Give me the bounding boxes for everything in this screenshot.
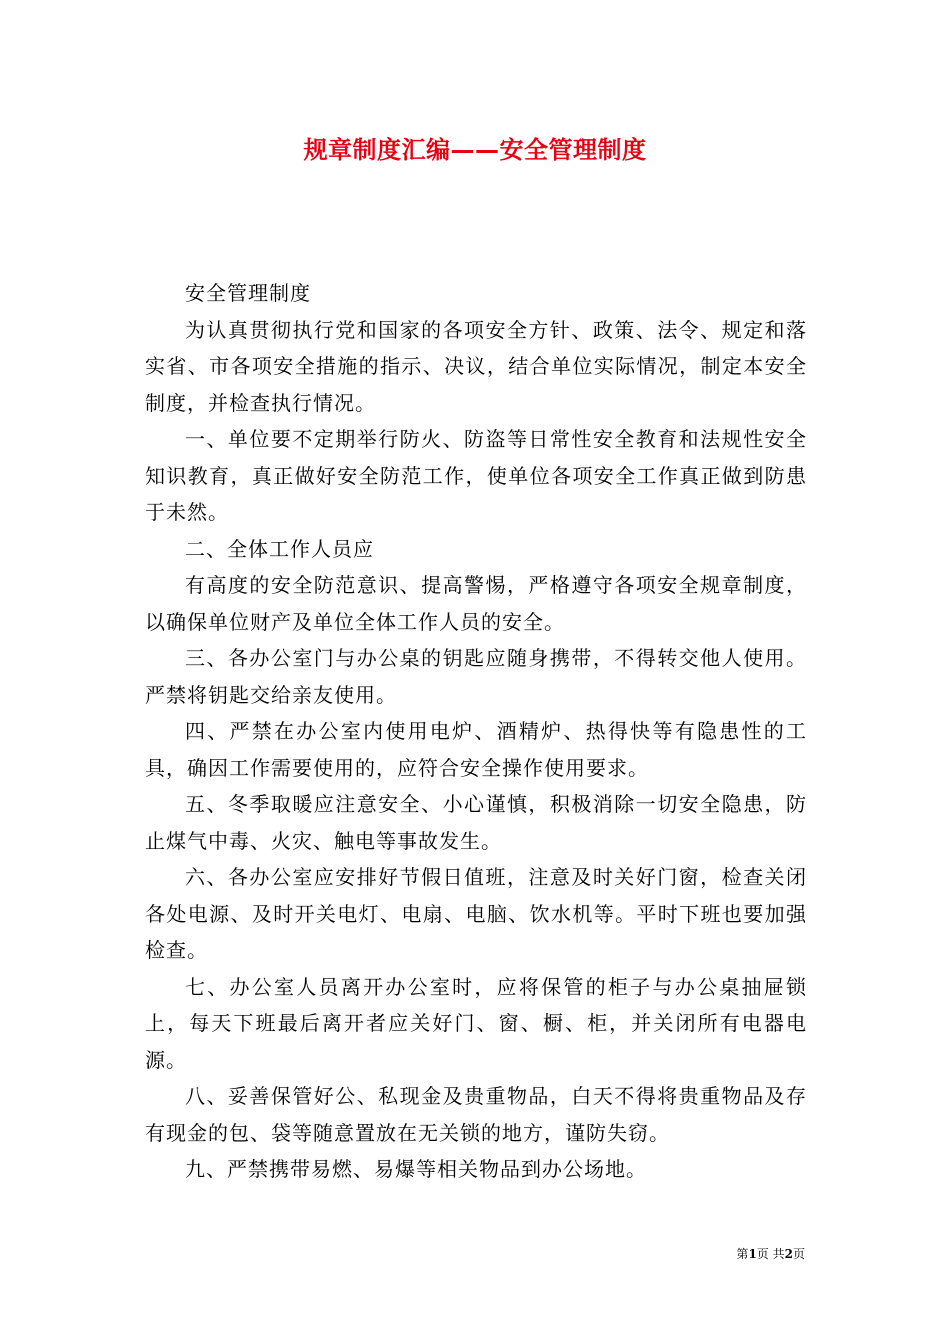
rule-7-paragraph: 七、办公室人员离开办公室时，应将保管的柜子与办公桌抽屉锁上，每天下班最后离开者应关好门、窗、橱、柜，并关闭所有电器电源。 (145, 974, 807, 1072)
document-body (145, 275, 807, 1188)
document-title: 规章制度汇编——安全管理制度 (303, 136, 647, 164)
rule-3-paragraph: 三、各办公室门与办公桌的钥匙应随身携带，不得转交他人使用。严禁将钥匙交给亲友使用。 (145, 646, 807, 707)
footer-middle: 页 共 (756, 1247, 785, 1261)
current-page-number: 1 (748, 1247, 757, 1261)
footer-prefix: 第 (736, 1247, 749, 1261)
section-heading: 安全管理制度 (185, 281, 311, 305)
footer-suffix: 页 (792, 1247, 805, 1261)
page-number-footer (736, 1246, 805, 1262)
intro-paragraph: 为认真贯彻执行党和国家的各项安全方针、政策、法令、规定和落实省、市各项安全措施的指示、决议，结合单位实际情况，制定本安全制度，并检查执行情况。 (145, 317, 807, 415)
rule-8-paragraph: 八、妥善保管好公、私现金及贵重物品，白天不得将贵重物品及存有现金的包、袋等随意置放在无关锁的地方，谨防失窃。 (145, 1084, 807, 1145)
rule-2-heading: 二、全体工作人员应 (185, 536, 374, 561)
rule-2-paragraph: 有高度的安全防范意识、提高警惕，严格遵守各项安全规章制度，以确保单位财产及单位全体工作人员的安全。 (145, 573, 807, 634)
rule-5-paragraph: 五、冬季取暖应注意安全、小心谨慎，积极消除一切安全隐患，防止煤气中毒、火灾、触电等事故发生。 (145, 792, 807, 853)
total-page-number: 2 (784, 1247, 793, 1261)
rule-4-paragraph: 四、严禁在办公室内使用电炉、酒精炉、热得快等有隐患性的工具，确因工作需要使用的，应符合安全操作使用要求。 (145, 719, 807, 780)
rule-9-paragraph: 九、严禁携带易燃、易爆等相关物品到办公场地。 (185, 1157, 647, 1181)
rule-1-paragraph: 一、单位要不定期举行防火、防盗等日常性安全教育和法规性安全知识教育，真正做好安全防范工作，使单位各项安全工作真正做到防患于未然。 (145, 427, 807, 524)
rule-6-paragraph: 六、各办公室应安排好节假日值班，注意及时关好门窗，检查关闭各处电源、及时开关电灯、电扇、电脑、饮水机等。平时下班也要加强检查。 (145, 865, 807, 962)
